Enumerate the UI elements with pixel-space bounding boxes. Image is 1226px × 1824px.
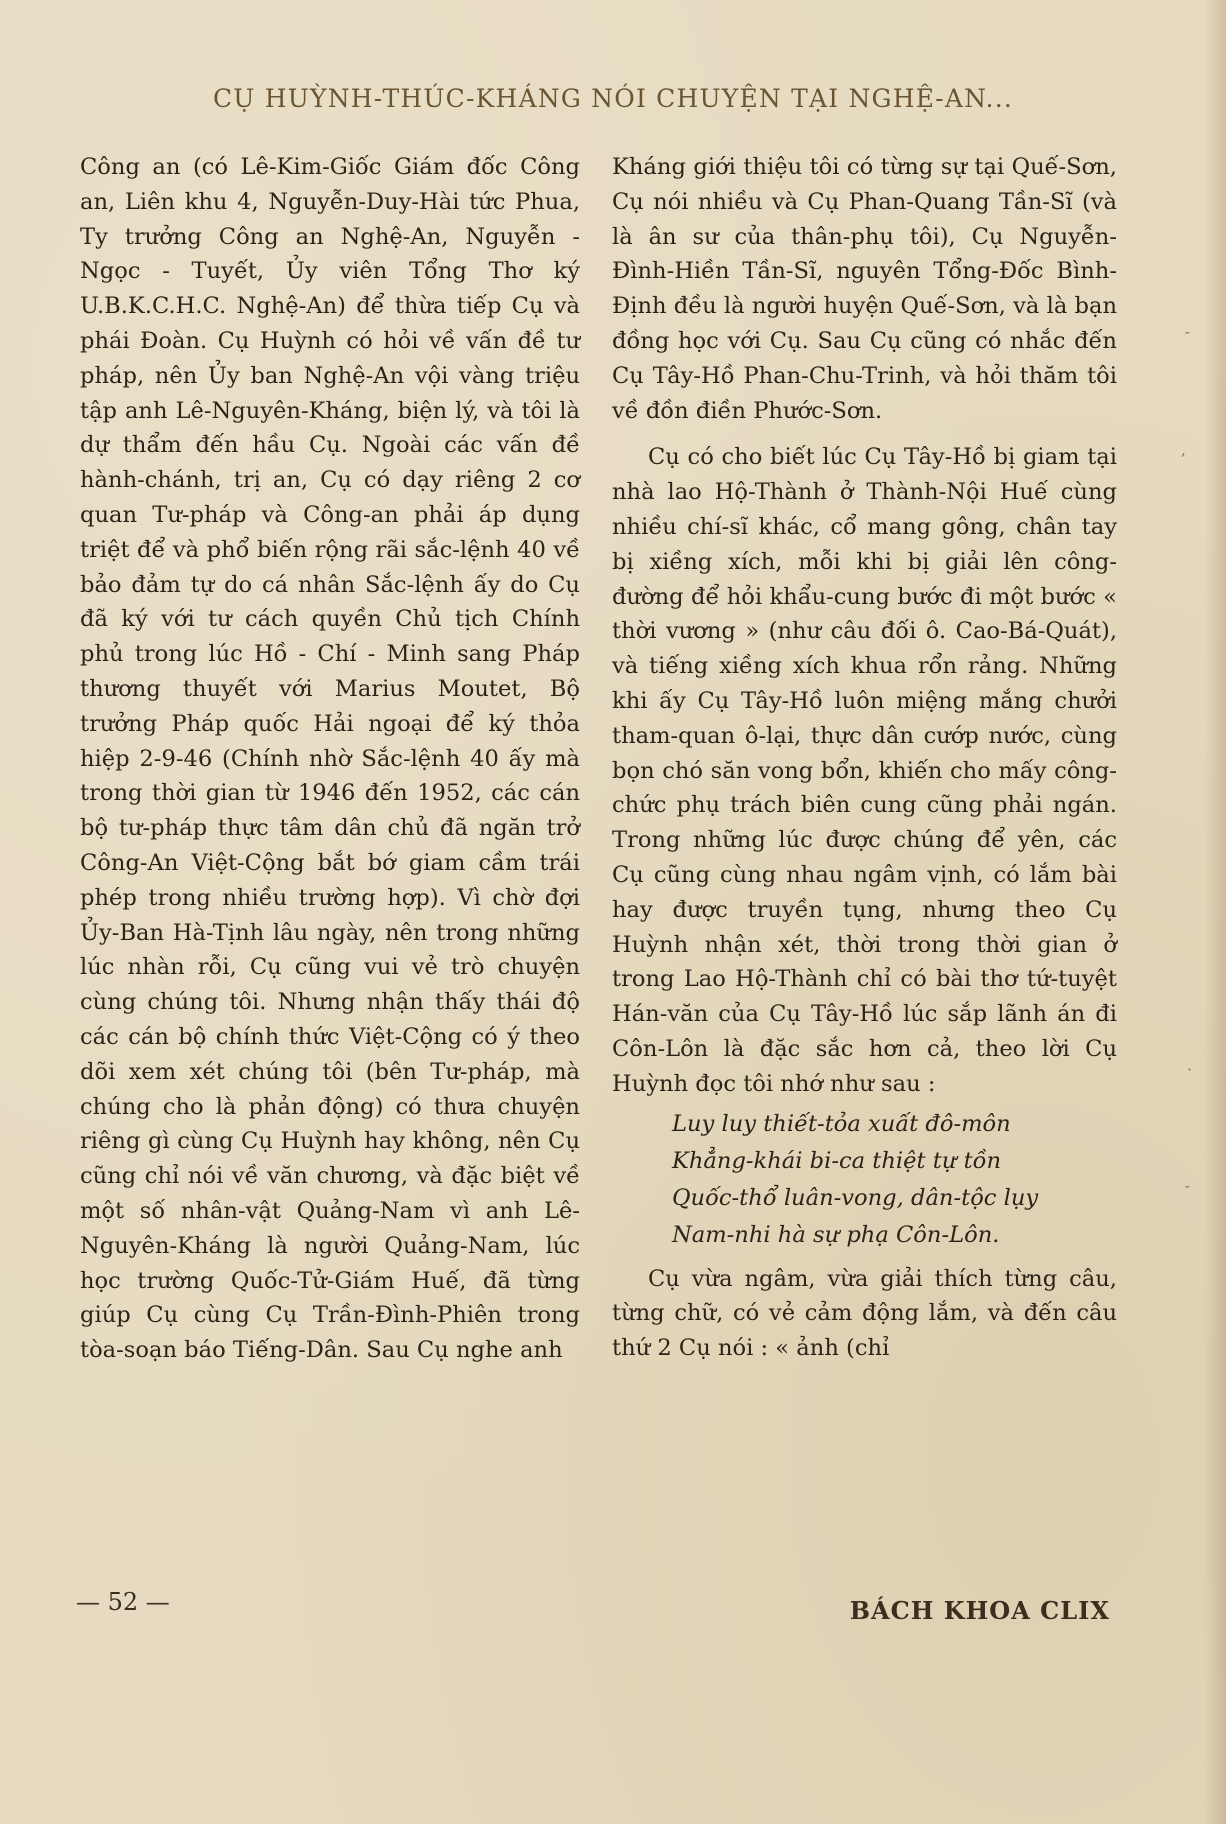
poem-line: Luy luy thiết-tỏa xuất đô-môn: [672, 1110, 1011, 1137]
running-header: CỤ HUỲNH-THÚC-KHÁNG NÓI CHUYỆN TẠI NGHỆ-AN...: [212, 84, 1014, 113]
paragraph-2: Cụ có cho biết lúc Cụ Tây-Hồ bị giam tại nhà lao Hộ-Thành ở Thành-Nội Huế cùng nhiều chí-sĩ khác, cổ mang gông, chân tay bị xiềng xích, mỗi khi bị giải lên công-đường để hỏi khẩu-cung bước đi một bước « thời vương » (như câu đối ô. Cao-Bá-Quát), và tiếng xiềng xích khua rổn rảng. Những khi ấy Cụ Tây-Hồ luôn miệng mắng chưởi tham-quan ô-lại, thực dân cướp nước, cùng bọn chó săn vong bổn, khiến cho mấy công-chức phụ trách biên cung cũng phải ngán. Trong những lúc được chúng để yên, các Cụ cũng cùng nhau ngâm vịnh, có lắm bài hay được truyền tụng, nhưng theo Cụ Huỳnh nhận xét, thời trong thời gian ở trong Lao Hộ-Thành chỉ có bài thơ tứ-tuyệt Hán-văn của Cụ Tây-Hồ lúc sắp lãnh án đi Côn-Lôn là đặc sắc hơn cả, theo lời Cụ Huỳnh đọc tôi nhớ như sau :: [612, 444, 1117, 1097]
margin-mark: ,: [1180, 440, 1186, 459]
page-number: — 52 —: [76, 1588, 170, 1616]
margin-mark: -: [1184, 1176, 1190, 1195]
paragraph-1: Kháng giới thiệu tôi có từng sự tại Quế-Sơn, Cụ nói nhiều và Cụ Phan-Quang Tần-Sĩ (và là ân sư của thân-phụ tôi), Cụ Nguyễn-Đình-Hiền Tần-Sĩ, nguyên Tổng-Đốc Bình-Định đều là người huyện Quế-Sơn, và là bạn đồng học với Cụ. Sau Cụ cũng có nhắc đến Cụ Tây-Hồ Phan-Chu-Trinh, và hỏi thăm tôi về đồn điền Phước-Sơn.: [612, 154, 1117, 424]
margin-mark: -: [1184, 322, 1190, 341]
poem: [672, 1106, 1117, 1254]
poem-line: Quốc-thổ luân-vong, dân-tộc lụy: [672, 1184, 1039, 1211]
margin-mark: ·: [1186, 1060, 1192, 1079]
page-edge-shadow: [1204, 0, 1226, 1824]
poem-line: Khẳng-khái bi-ca thiệt tự tồn: [672, 1147, 1002, 1174]
poem-line: Nam-nhi hà sự phạ Côn-Lôn.: [672, 1221, 1000, 1248]
right-column: [612, 150, 1117, 1366]
left-column-text: Công an (có Lê-Kim-Giốc Giám đốc Công an, Liên khu 4, Nguyễn-Duy-Hài tức Phua, Ty trưởng Công an Nghệ-An, Nguyễn - Ngọc - Tuyết, Ủy viên Tổng Thơ ký U.B.K.C.H.C. Nghệ-An) để thừa tiếp Cụ và phái Đoàn. Cụ Huỳnh có hỏi về vấn đề tư pháp, nên Ủy ban Nghệ-An vội vàng triệu tập anh Lê-Nguyên-Kháng, biện lý, và tôi là dự thẩm đến hầu Cụ. Ngoài các vấn đề hành-chánh, trị an, Cụ có dạy riêng 2 cơ quan Tư-pháp và Công-an phải áp dụng triệt để và phổ biến rộng rãi sắc-lệnh 40 về bảo đảm tự do cá nhân Sắc-lệnh ấy do Cụ đã ký với tư cách quyền Chủ tịch Chính phủ trong lúc Hồ - Chí - Minh sang Pháp thương thuyết với Marius Moutet, Bộ trưởng Pháp quốc Hải ngoại để ký thỏa hiệp 2-9-46 (Chính nhờ Sắc-lệnh 40 ấy mà trong thời gian từ 1946 đến 1952, các cán bộ tư-pháp thực tâm dân chủ đã ngăn trở Công-An Việt-Cộng bắt bớ giam cầm trái phép trong nhiều trường hợp). Vì chờ đợi Ủy-Ban Hà-Tịnh lâu ngày, nên trong những lúc nhàn rỗi, Cụ cũng vui vẻ trò chuyện cùng chúng tôi. Nhưng nhận thấy thái độ các cán bộ chính thức Việt-Cộng có ý theo dõi xem xét chúng tôi (bên Tư-pháp, mà chúng cho là phản động) có thưa chuyện riêng gì cùng Cụ Huỳnh hay không, nên Cụ cũng chỉ nói về văn chương, và đặc biệt về một số nhân-vật Quảng-Nam vì anh Lê-Nguyên-Kháng là người Quảng-Nam, lúc học trường Quốc-Tử-Giám Huế, đã từng giúp Cụ cùng Cụ Trần-Đình-Phiên trong tòa-soạn báo Tiếng-Dân. Sau Cụ nghe anh: [80, 154, 580, 1364]
paragraph-3: Cụ vừa ngâm, vừa giải thích từng câu, từng chữ, có vẻ cảm động lắm, và đến câu thứ 2 Cụ nói : « ảnh (chỉ: [612, 1265, 1117, 1362]
left-column: [80, 150, 580, 1368]
magazine-name: BÁCH KHOA CLIX: [849, 1596, 1110, 1625]
